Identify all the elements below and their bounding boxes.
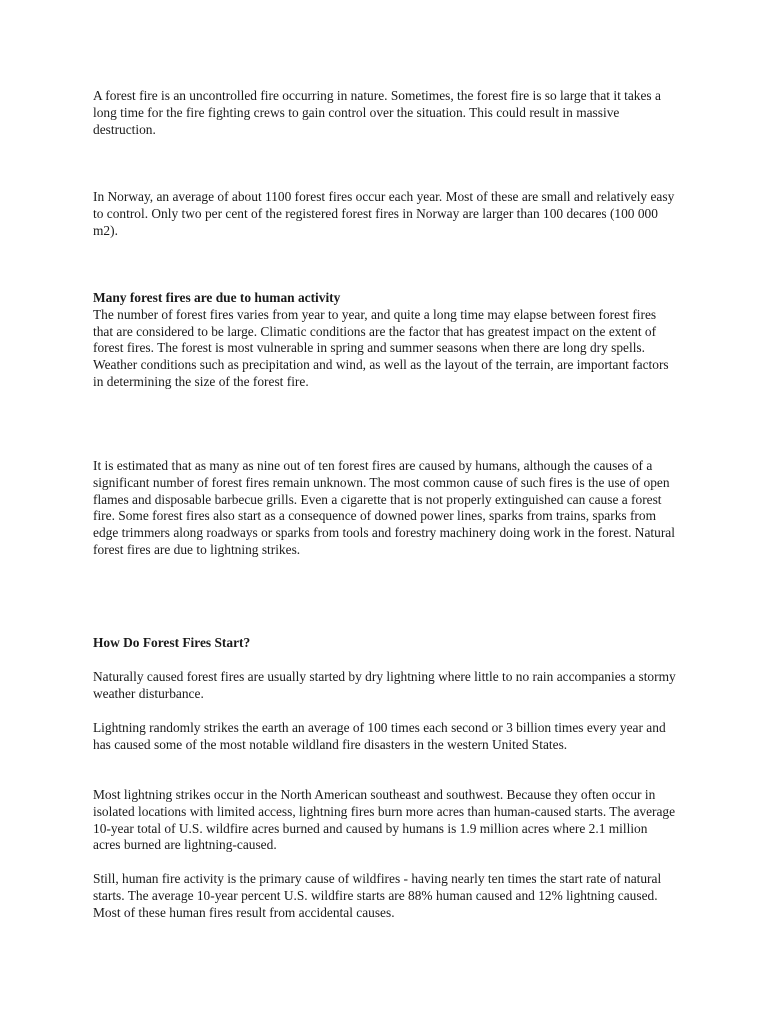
heading-human-activity: Many forest fires are due to human activity	[93, 290, 341, 305]
paragraph-lightning-locations: Most lightning strikes occur in the North American southeast and southwest. Because they often occur in isolated locations with limited access, lightning fires burn more acres than human-caused starts. The average 10-year total of U.S. wildfire acres burned and caused by humans is 1.9 million acres where 2.1 million acres burned are lightning-caused.	[93, 787, 676, 853]
paragraph-human-causes: It is estimated that as many as nine out of ten forest fires are caused by humans, although the causes of a significant number of forest fires remain unknown. The most common cause of such fires is the use of open flames and disposable barbecue grills. Even a cigarette that is not properly extinguished can cause a forest fire. Some forest fires also start as a consequence of downed power lines, sparks from trains, sparks from edge trimmers along roadways or sparks from tools and forestry machinery doing work in the forest. Natural forest fires are due to lightning strikes.	[93, 458, 675, 557]
paragraph-forest-fire-definition: A forest fire is an uncontrolled fire occurring in nature. Sometimes, the forest fire is so large that it takes a long time for the fire fighting crews to gain control over the situation. This could result in massive destruction.	[93, 88, 661, 137]
paragraph-lightning-frequency: Lightning randomly strikes the earth an average of 100 times each second or 3 billion times every year and has caused some of the most notable wildland fire disasters in the western United States.	[93, 720, 666, 752]
section-human-activity	[93, 290, 677, 391]
paragraph-climatic-conditions: The number of forest fires varies from year to year, and quite a long time may elapse between forest fires that are considered to be large. Climatic conditions are the factor that has greatest impact on the extent of forest fires. The forest is most vulnerable in spring and summer seasons when there are long dry spells. Weather conditions such as precipitation and wind, as well as the layout of the terrain, are important factors in determining the size of the forest fire.	[93, 306, 669, 389]
paragraph-human-fire-activity: Still, human fire activity is the primary cause of wildfires - having nearly ten times the start rate of natural starts. The average 10-year percent U.S. wildfire starts are 88% human caused and 12% lightning caused. Most of these human fires result from accidental causes.	[93, 871, 662, 920]
heading-how-fires-start: How Do Forest Fires Start?	[93, 635, 251, 650]
paragraph-norway-statistics: In Norway, an average of about 1100 forest fires occur each year. Most of these are small and relatively easy to control. Only two per cent of the registered forest fires in Norway are larger than 100 decares (100 000 m2).	[93, 189, 675, 238]
paragraph-dry-lightning: Naturally caused forest fires are usually started by dry lightning where little to no rain accompanies a stormy weather disturbance.	[93, 669, 676, 701]
